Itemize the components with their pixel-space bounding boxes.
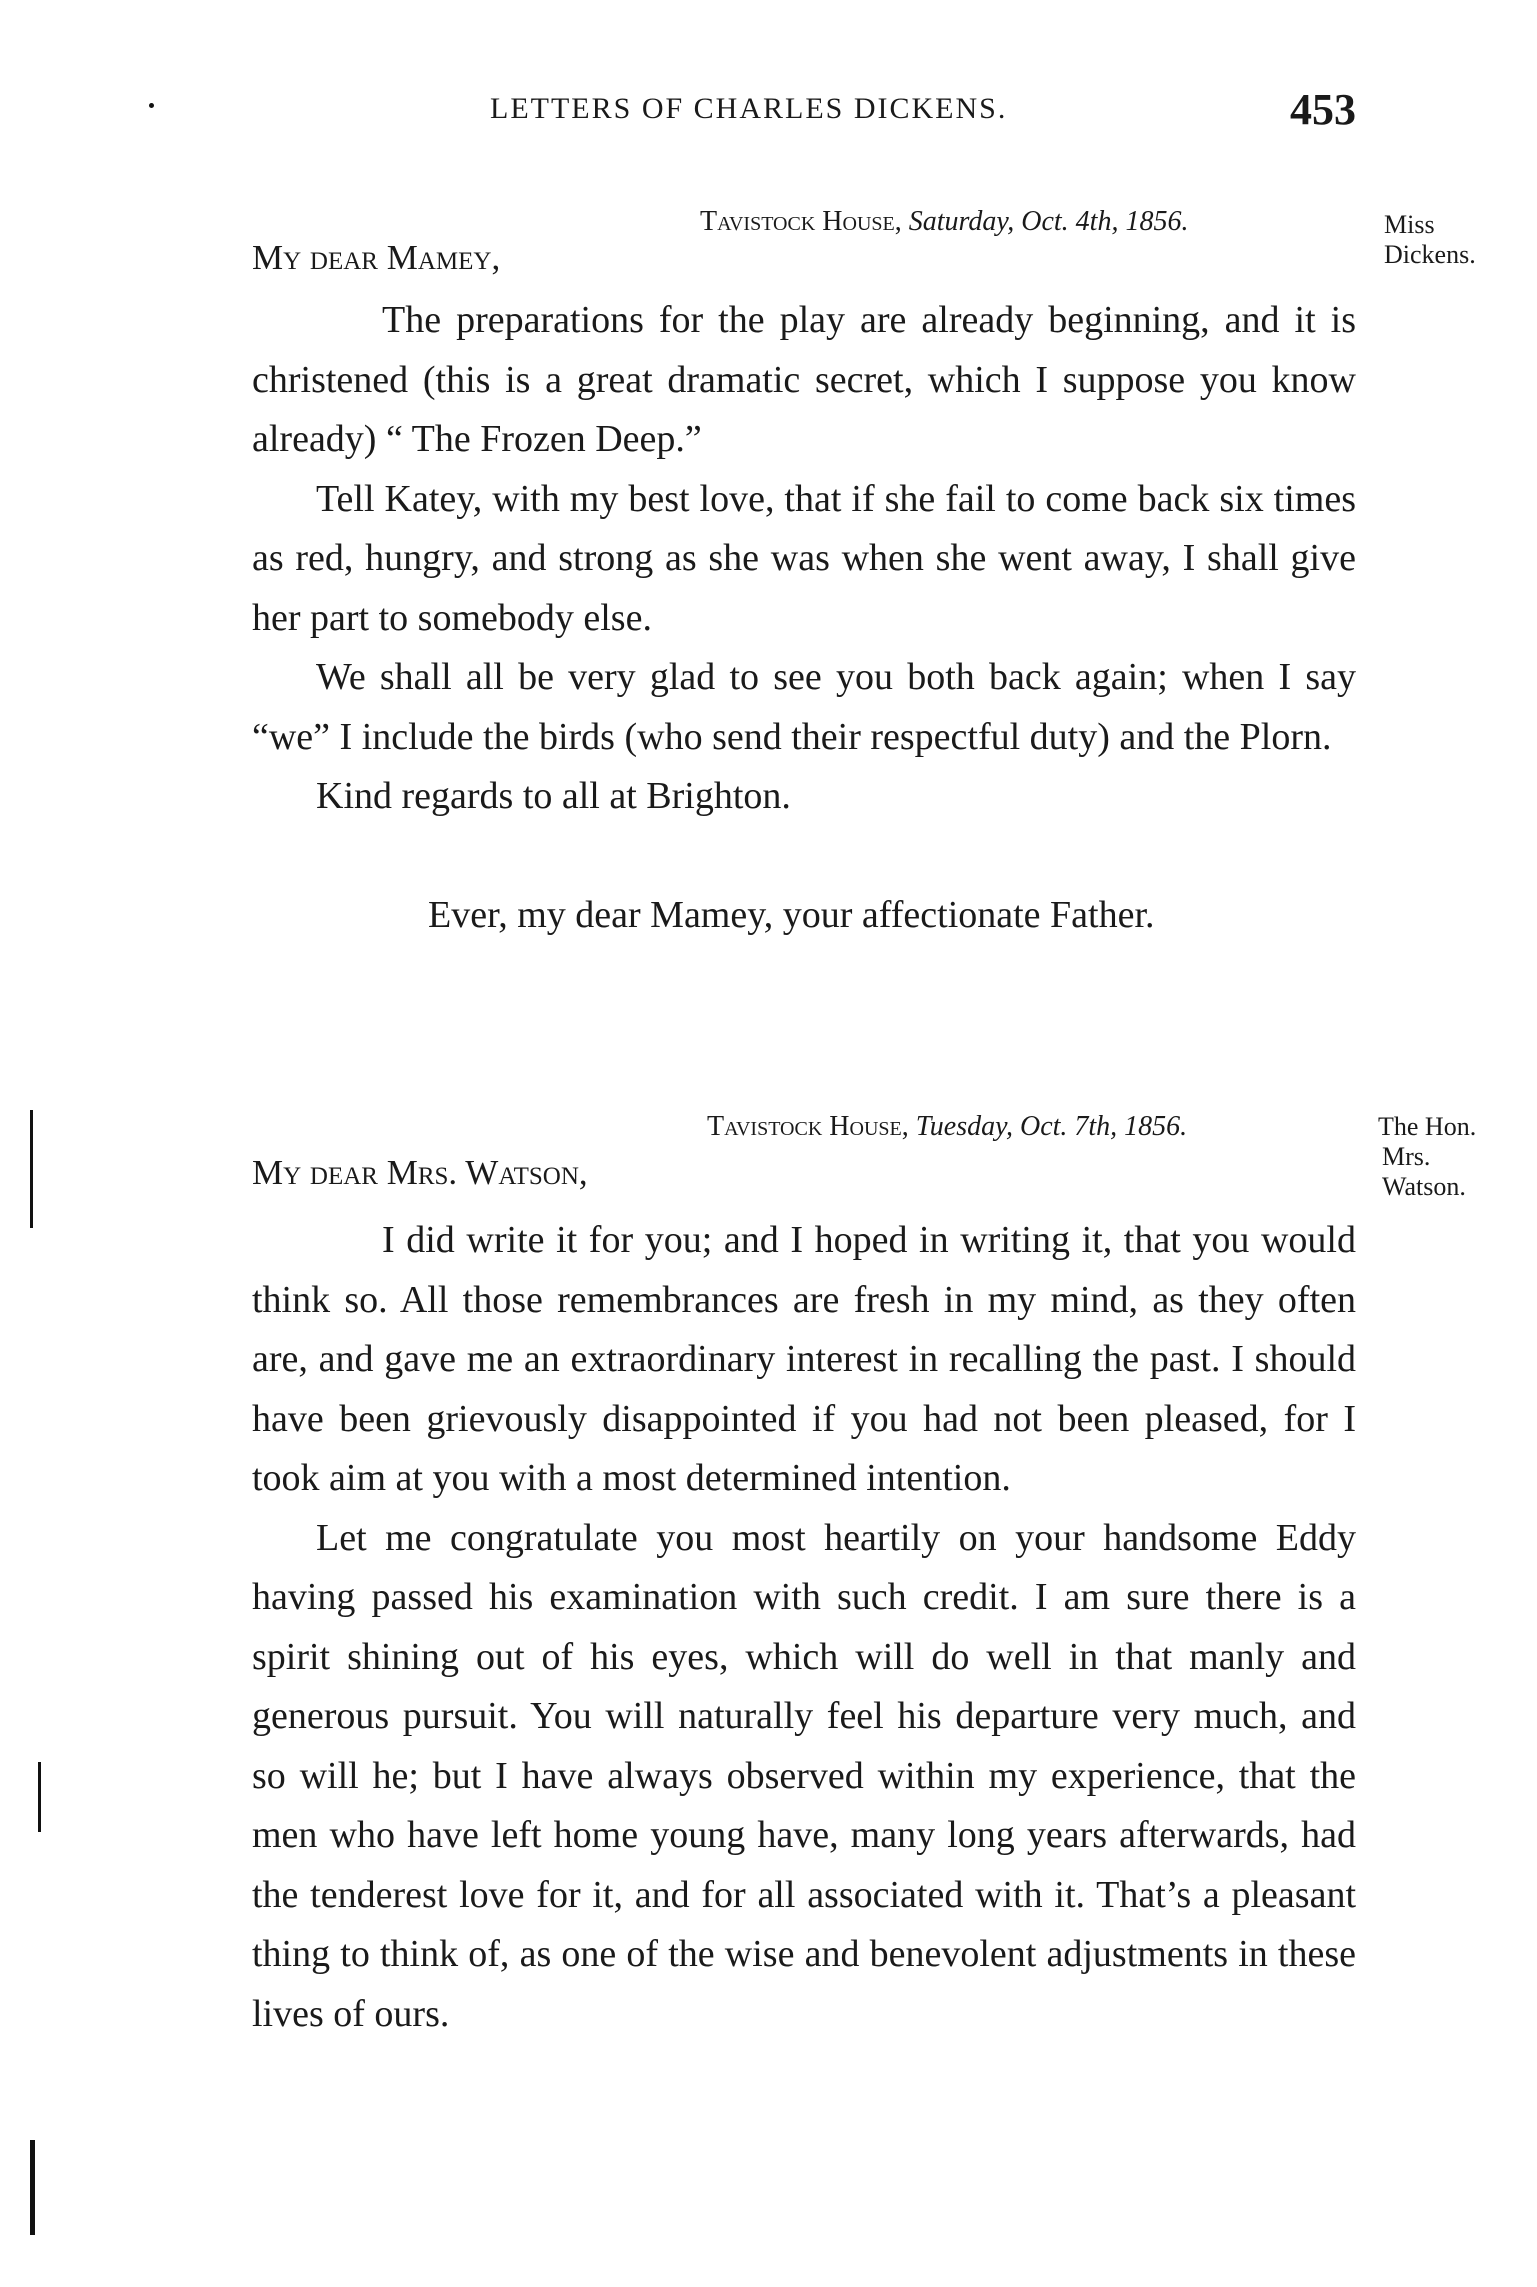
- scan-artifact-dot: [149, 103, 154, 108]
- recipient-note-line: Watson.: [1382, 1172, 1466, 1201]
- letter-2-paragraph: I did write it for you; and I hoped in writing it, that you would think so. All those remembrances are fresh in my mind, as they often are, and gave me an extraordinary interest in recalling the past. I should have been grievously disappointed if you had not been pleased, for I took aim at you with a most determined intention.: [252, 1219, 1356, 1499]
- letter-2-dateline-date: Tuesday, Oct. 7th, 1856.: [915, 1111, 1188, 1142]
- letter-1-paragraph: Kind regards to all at Brighton.: [316, 775, 791, 817]
- recipient-note-line: Miss: [1384, 210, 1435, 239]
- recipient-note-line: The Hon.: [1378, 1112, 1477, 1141]
- letter-1-dateline: [700, 206, 1188, 238]
- letter-1-paragraph: We shall all be very glad to see you both back again; when I say “we” I include the birds (who send their respectful duty) and the Plorn.: [252, 656, 1356, 758]
- scan-artifact-line: [30, 1110, 33, 1228]
- scan-artifact-line: [30, 2140, 35, 2235]
- recipient-note-line: Mrs.: [1382, 1142, 1431, 1171]
- letter-1-signoff: Ever, my dear Mamey, your affectionate Father.: [428, 894, 1155, 936]
- letter-1-salutation: My dear Mamey,: [252, 238, 501, 277]
- letter-2-paragraph: Let me congratulate you most heartily on your handsome Eddy having passed his examination with such credit. I am sure there is a spirit shining out of his eyes, which will do well in that manly and generous pursuit. You will naturally feel his departure very much, and so will he; but I have always observed within my experience, that the men who have left home young have, many long years afterwards, had the tenderest love for it, and for all associated with it. That’s a pleasant thing to think of, as one of the wise and benevolent adjustments in these lives of ours.: [252, 1516, 1356, 2035]
- letter-1-paragraph: Tell Katey, with my best love, that if she fail to come back six times as red, hungry, and strong as she was when she went away, I shall give her part to somebody else.: [252, 477, 1356, 639]
- letter-1-paragraph: The preparations for the play are already beginning, and it is christened (this is a great dramatic secret, which I suppose you know already) “ The Frozen Deep.”: [252, 299, 1356, 460]
- letter-2-recipient-note: [1378, 1112, 1476, 1202]
- letter-1-recipient-note: [1384, 210, 1476, 270]
- letter-2-dateline: [707, 1111, 1187, 1143]
- scan-artifact-line: [38, 1762, 41, 1832]
- running-title: LETTERS OF CHARLES DICKENS.: [490, 92, 1008, 125]
- letter-2-body: [252, 1211, 1356, 2044]
- letter-1-dateline-date: Saturday, Oct. 4th, 1856.: [908, 206, 1189, 237]
- letter-1-dateline-place: Tavistock House,: [700, 206, 902, 237]
- letter-2-dateline-place: Tavistock House,: [707, 1111, 909, 1142]
- recipient-note-line: Dickens.: [1384, 240, 1476, 269]
- letter-1-body: [252, 291, 1356, 827]
- page-number: 453: [1290, 85, 1356, 134]
- letter-2-salutation: My dear Mrs. Watson,: [252, 1153, 588, 1192]
